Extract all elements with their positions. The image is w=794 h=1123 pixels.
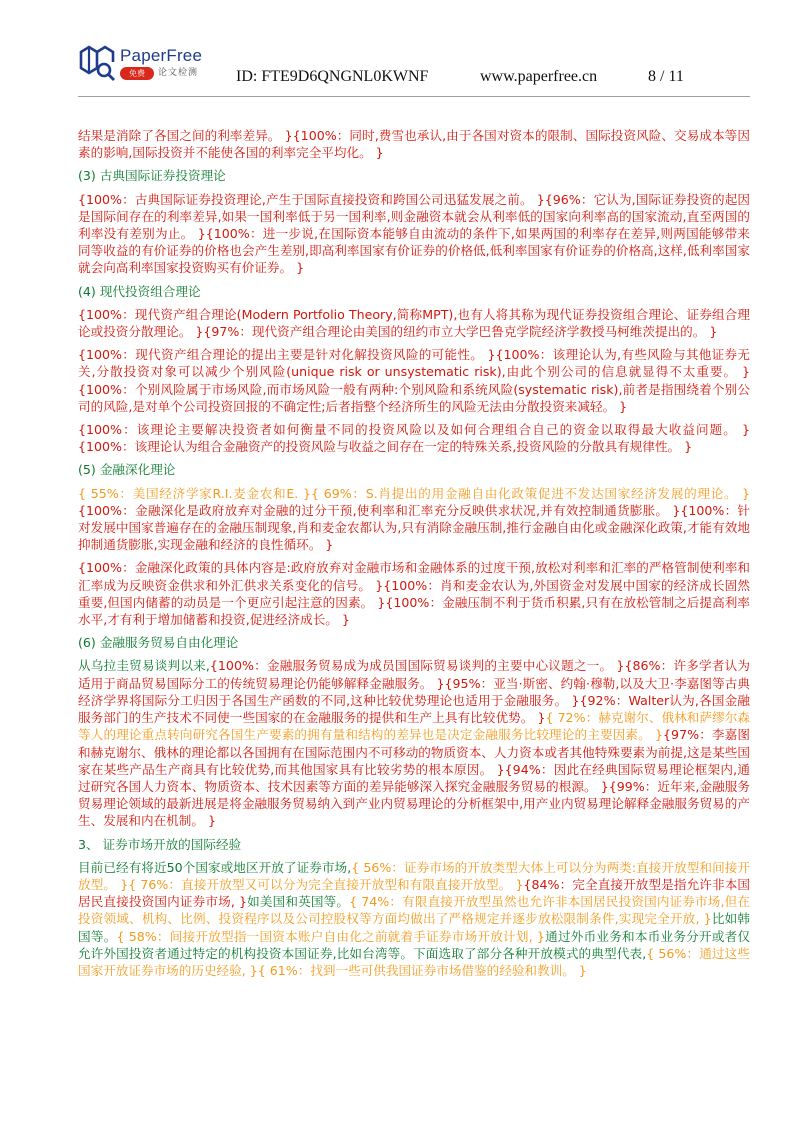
match-partial-segment: { 56%：证券市场的开放类型大体上可以分为两类:直接开放型和间接开放型。 }{ 76%：直接开放型又可以分为完全直接开放型和有限直接开放型。 } xyxy=(78,859,750,892)
paragraph xyxy=(78,559,750,628)
match-high-segment: {100%：古典国际证券投资理论,产生于国际直接投资和跨国公司迅猛发展之前。 }{96%：它认为,国际证券投资的起因是国际间存在的利率差异,如果一国利率低于另一国利率,则金融资本就会从利率低的国家向利率高的国家流动,直至两国的利率没有差别为止。 }{100%：进一步说,在国际资本能够自由流动的条件下,如果两国的利率存在差异,则两国能够带来同等收益的有价证券的价格也会产生差别,即高利率国家有价证券的价格低,低利率国家有价证券的价格高,这样,低利率国家就会向高利率国家投资购买有价证券。 } xyxy=(78,191,750,276)
free-badge: 免费 xyxy=(120,67,154,80)
original-text-segment: 目前已经有将近50个国家或地区开放了证券市场, xyxy=(78,859,352,875)
paragraph xyxy=(78,346,750,415)
match-high-segment: {84%：完全直接开放型是指允许非本国居民直接投资国内证券市场, } xyxy=(78,876,750,910)
report-body xyxy=(78,127,750,985)
match-high-segment: {97%：李嘉图和赫克谢尔、俄林的理论都以各国拥有在国际范围内不可移动的物质资本、人力资本或者其他特殊要素为前提,这是某些国家在某些产品生产商具有比较优势,而其他国家具有比较劣势的根本原因。 }{94%：因此在经典国际贸易理论框架内,通过研究各国人力资本、物质资本、技术因素等方面的差异能够深入探究金融服务贸易的根源。 }{99%：近年来,金融服务贸易理论领域的最新进展是将金融服务贸易纳入到产业内贸易理论的分析框架中,用产业内贸易理论解释金融服务贸易的产生、发展和内在机制。 } xyxy=(78,727,750,829)
site-url: www.paperfree.cn xyxy=(480,68,598,85)
document-id: ID: FTE9D6QNGNL0KWNF xyxy=(236,68,429,85)
match-partial-segment: { 55%：美国经济学家R.I.麦金农和E. }{ 69%：S.肖提出的用金融自由化政策促进不发达国家经济发展的理论。 } xyxy=(78,485,750,501)
brand-name: PaperFree xyxy=(120,46,203,65)
match-high-segment: {100%：金融深化政策的具体内容是:政府放弃对金融市场和金融体系的过度干预,放松对利率和汇率的严格管制使利率和汇率成为反映资金供求和外汇供求关系变化的信号。 }{100%：肖和麦金农认为,外国资金对发展中国家的经济成长固然重要,但国内储蓄的动员是一个更应引起注意的因素。 }{100%：金融压制不利于货币积累,只有在放松管制之后提高利率水平,才有利于增加储蓄和投资,促进经济成长。 } xyxy=(78,560,750,628)
match-high-segment: {100%：现代资产组合理论(Modern Portfolio Theory,简称MPT),也有人将其称为现代证券投资组合理论、证券组合理论或投资分散理论。 }{97%：现代资产组合理论由美国的纽约市立大学巴鲁克学院经济学教授马柯维茨提出的。 } xyxy=(78,306,750,340)
section-heading: 3、 证券市场开放的国际经验 xyxy=(78,836,242,852)
paragraph xyxy=(78,421,750,455)
match-high-segment: 结果是消除了各国之间的利率差异。 }{100%：同时,费雪也承认,由于各国对资本的限制、国际投资风险、交易成本等因素的影响,国际投资并不能使各国的利率完全平均化。 } xyxy=(78,128,750,161)
paperfree-logo-icon xyxy=(78,44,118,82)
match-high-segment: {100%：该理论主要解决投资者如何衡量不同的投资风险以及如何合理组合自己的资金以取得最大收益问题。 }{100%：该理论认为组合金融资产的投资风险与收益之间存在一定的特殊关系,投资风险的分散具有规律性。 } xyxy=(78,422,750,455)
original-text-segment: 比如韩国等。 xyxy=(78,911,751,944)
paragraph xyxy=(78,306,750,340)
paragraph xyxy=(78,485,750,554)
page-number: 8 / 11 xyxy=(648,68,684,85)
section-heading: (3) 古典国际证券投资理论 xyxy=(78,168,226,184)
paragraph xyxy=(78,859,750,979)
match-partial-segment: { 56%：通过这些国家开放证券市场的历史经验, }{ 61%：找到一些可供我国证券市场借鉴的经验和教训。 } xyxy=(78,945,750,978)
page-header xyxy=(0,0,794,100)
paragraph xyxy=(78,191,750,277)
header-divider xyxy=(78,96,750,97)
original-text-segment: 如美国和英国等。 xyxy=(247,894,350,910)
original-text-segment: 通过外币业务和本币业务分开或者仅允许外国投资者通过特定的机构投资本国证券,比如台湾等。下面选取了部分各种开放模式的典型代表, xyxy=(78,928,751,961)
original-text-segment: 从乌拉圭贸易谈判以来, xyxy=(78,658,210,674)
match-high-segment: {100%：金融服务贸易成为成员国国际贸易谈判的主要中心议题之一。 }{86%：许多学者认为适用于商品贸易国际分工的传统贸易理论仍能够解释金融服务。 }{95%：亚当·斯密、约翰·穆勒,以及大卫·李嘉图等古典经济学界将国际分工归因于各国生产函数的不同,这种比较优势理论也适用于金融服务。 }{92%：Walter认为,各国金融服务部门的生产技术不同使一些国家的在金融服务的提供和生产上具有比较优势。 } xyxy=(78,658,750,726)
match-partial-segment: { 72%：赫克谢尔、俄林和萨缪尔森等人的理论重点转向研究各国生产要素的拥有量和结构的差异也是决定金融服务比较理论的主要因素。 } xyxy=(78,710,750,743)
match-partial-segment: { 58%：间接开放型指一国资本账户自由化之前就着手证券市场开放计划, } xyxy=(116,928,545,944)
section-heading: (6) 金融服务贸易自由化理论 xyxy=(78,635,239,651)
match-high-segment: {100%：现代资产组合理论的提出主要是针对化解投资风险的可能性。 }{100%：该理论认为,有些风险与其他证券无关,分散投资对象可以减少个别风险(unique risk or unsystematic risk),由此个别公司的信息就显得不太重要。 }{100%：个别风险属于市场风险,而市场风险一般有两种:个别风险和系统风险(systematic risk),前者是指围绕着个别公司的风险,是对单个公司投资回报的不确定性;后者指整个经济所生的风险无法由分散投资来减轻。 } xyxy=(78,347,750,414)
paragraph xyxy=(78,657,750,829)
section-heading: (4) 现代投资组合理论 xyxy=(78,283,201,299)
match-high-segment: {100%：金融深化是政府放弃对金融的过分干预,使利率和汇率充分反映供求状况,并有效控制通货膨胀。 }{100%：针对发展中国家普遍存在的金融压制现象,肖和麦金农都认为,只有消除金融压制,推行金融自由化或金融深化政策,才能有效地抑制通货膨胀,实现金融和经济的良性循环。 } xyxy=(78,502,750,553)
section-heading: (5) 金融深化理论 xyxy=(78,462,176,478)
paragraph xyxy=(78,127,750,161)
match-partial-segment: { 74%：有限直接开放型虽然也允许非本国居民投资国内证券市场,但在投资领域、机构、比例、投资程序以及公司控股权等方面均做出了严格规定并逐步放松限制条件,实现完全开放, } xyxy=(78,894,750,927)
badge-caption: 论文检测 xyxy=(158,68,199,78)
